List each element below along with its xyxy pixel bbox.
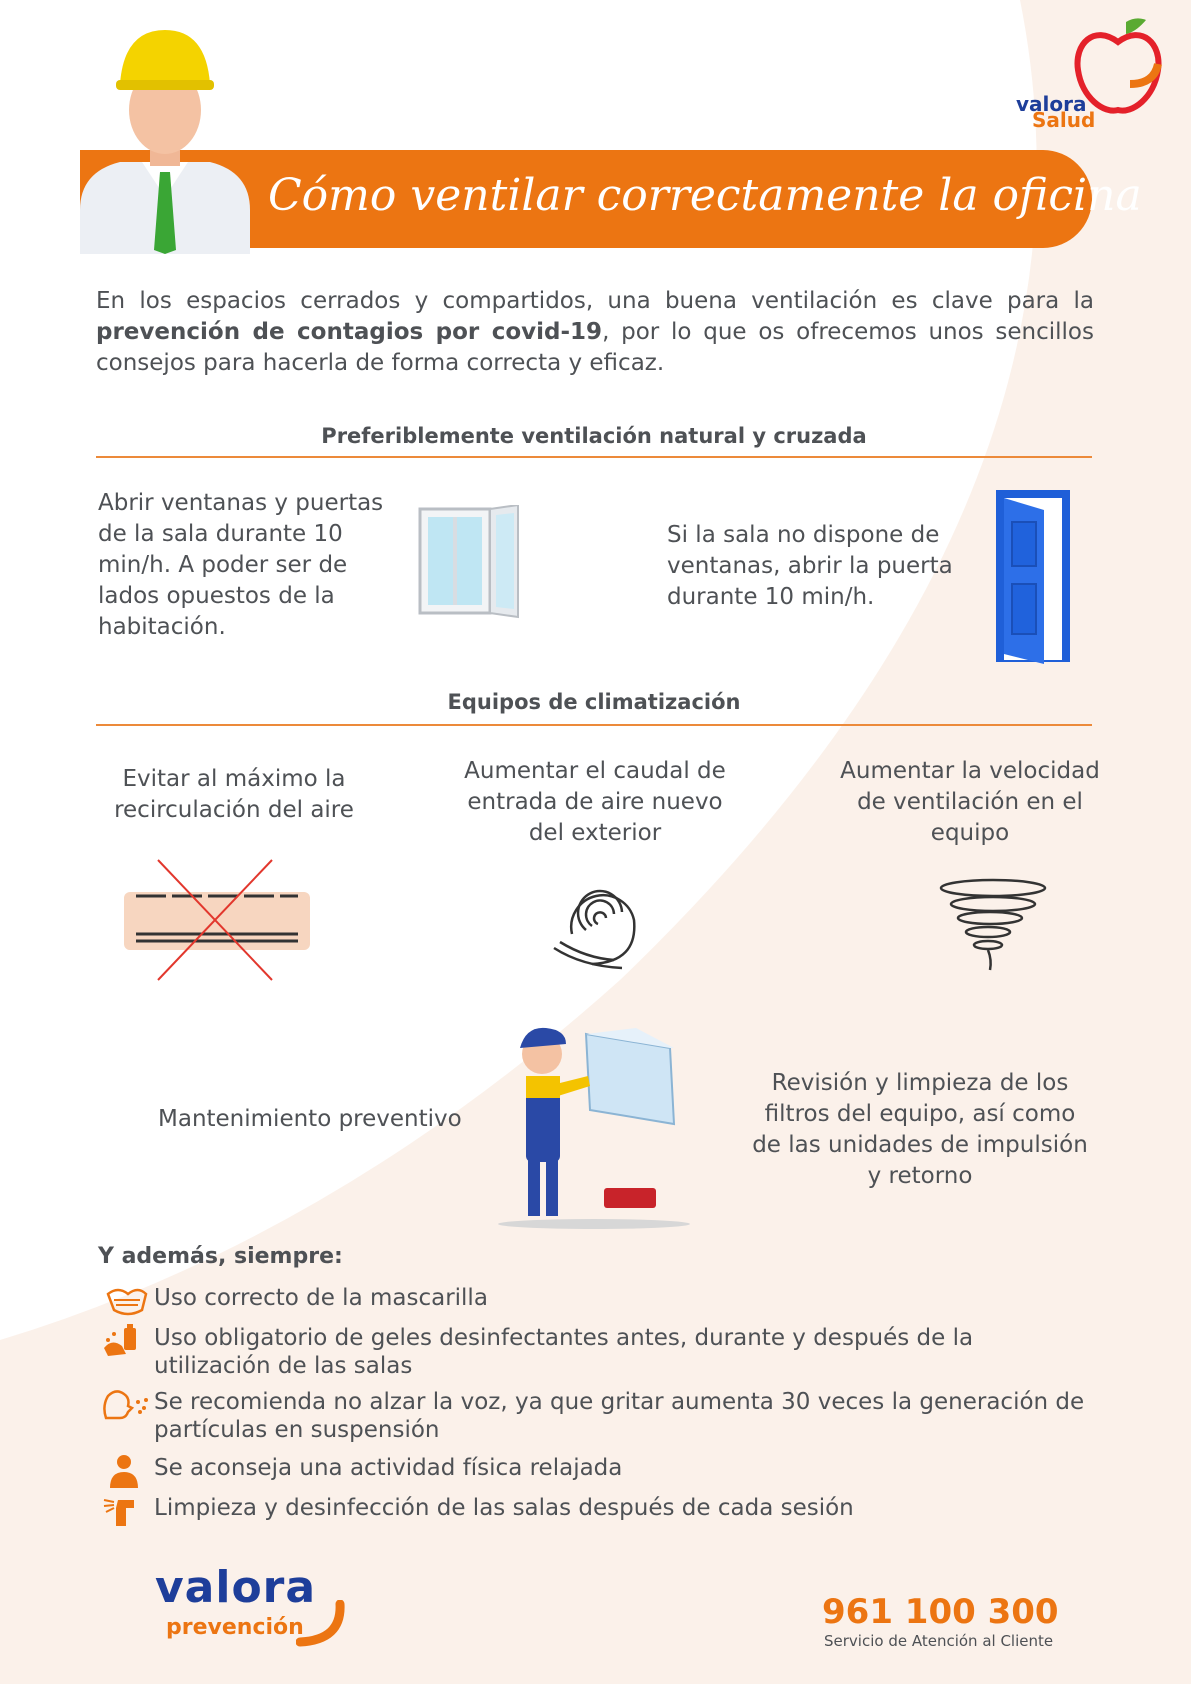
window-tip-line: habitación. [98,614,226,640]
door-tip-line: durante 10 min/h. [667,584,875,610]
equipment-item-speed [830,756,1110,849]
air-swirl-icon [552,872,646,972]
extras-item-label: Se recomienda no alzar la voz, ya que gritar aumenta 30 veces la generación de partículas en suspensión [154,1389,1085,1443]
window-tip-line: min/h. A poder ser de [98,552,348,578]
open-door-icon [994,488,1074,666]
maintenance-label: Mantenimiento preventivo [158,1106,462,1132]
spray-cleaning-icon [100,1494,154,1528]
footer-brand-sub: prevención [166,1615,304,1640]
window-tip-line: lados opuestos de la [98,583,335,609]
section-rule-natural [96,456,1092,458]
maintenance-detail-line: filtros del equipo, así como [764,1101,1076,1127]
extras-item-label: Se aconseja una actividad física relajada [154,1455,623,1481]
hand-sanitizer-icon [100,1324,154,1358]
list-item [100,1324,1090,1388]
footer-phone: 961 100 300 [822,1592,1059,1632]
maintenance-detail-line: Revisión y limpieza de los [771,1070,1069,1096]
worker-avatar-icon [80,22,250,254]
list-item [100,1284,1090,1324]
window-tip-line: Abrir ventanas y puertas [98,490,384,516]
maintenance-detail-line: de las unidades de impulsión [752,1132,1088,1158]
equipment-item-fresh-air [450,756,740,849]
intro-text-bold: prevención de contagios por covid-19 [96,319,603,345]
intro-paragraph [96,286,1094,379]
extras-item-label: Limpieza y desinfección de las salas después de cada sesión [154,1495,854,1521]
page-title: Cómo ventilar correctamente la oficina [268,170,1142,221]
mask-icon [100,1284,154,1318]
section-heading-equipment: Equipos de climatización [447,690,741,714]
window-icon [418,505,522,619]
footer-phone-caption: Servicio de Atención al Cliente [824,1632,1054,1650]
list-item [100,1494,1090,1534]
door-tip-line: ventanas, abrir la puerta [667,553,953,579]
maintenance-detail [740,1068,1100,1192]
logo-word-salud: Salud [1032,108,1096,132]
extras-item-label: Uso correcto de la mascarilla [154,1285,488,1311]
window-tip [98,488,383,643]
equipment-item-line: Aumentar el caudal de [464,758,726,784]
maintenance-detail-line: y retorno [867,1163,973,1189]
section-rule-equipment [96,724,1092,726]
extras-list [100,1284,1090,1534]
equipment-item-line: de ventilación en el [857,789,1083,815]
door-tip [667,520,953,613]
intro-text-end: , por lo que os ofrecemos unos sencillos consejos para hacerla de forma correcta y eficaz. [96,319,1094,376]
crossed-ac-icon [122,858,314,982]
logo-word-valora: valora [1016,92,1087,116]
equipment-item-line: recirculación del aire [114,797,354,823]
list-item [100,1454,1090,1494]
list-item [100,1388,1090,1454]
extras-item-label: Uso obligatorio de geles desinfectantes antes, durante y después de la utilización de las salas [154,1325,974,1379]
section-heading-natural: Preferiblemente ventilación natural y cruzada [321,424,867,448]
technician-icon [496,1024,694,1230]
window-tip-line: de la sala durante 10 [98,521,343,547]
door-tip-line: Si la sala no dispone de [667,522,940,548]
equipment-item-line: equipo [930,820,1010,846]
equipment-item-recirculation [100,764,368,826]
footer-brand: valora [155,1562,317,1613]
equipment-item-line: Evitar al máximo la [122,766,346,792]
intro-text-start: En los espacios cerrados y compartidos, una buena ventilación es clave para la [96,288,1094,314]
shouting-head-icon [100,1388,154,1422]
extras-heading: Y además, siempre: [98,1244,343,1269]
equipment-item-line: del exterior [528,820,662,846]
tornado-icon [938,876,1048,972]
equipment-item-line: entrada de aire nuevo [467,789,723,815]
equipment-item-line: Aumentar la velocidad [840,758,1100,784]
person-icon [100,1454,154,1488]
